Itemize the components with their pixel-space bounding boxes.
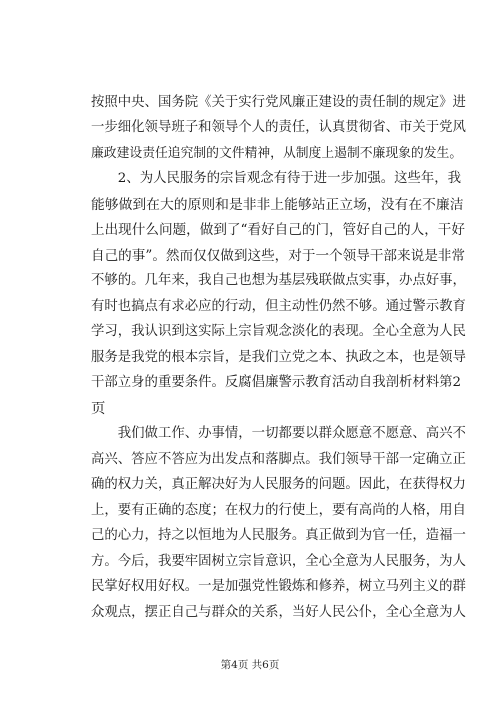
text-line: 按照中央、国务院《关于实行党风廉正建设的责任制的规定》进 (91, 95, 466, 110)
text-line: 能够做到在大的原则和是非非上能够站正立场，没有在不廉洁 (91, 197, 464, 213)
text-line: 我们做工作、办事情，一切都要以群众愿意不愿意、高兴不 (91, 426, 466, 441)
text-line: 一步细化领导班子和领导个人的责任，认真贯彻省、市关于党风 (91, 120, 466, 135)
text-line: 廉政建设责任追究制的文件精神，从制度上遏制不廉现象的发生。 (91, 146, 463, 161)
text-line: 页 (91, 401, 106, 417)
text-line: 有时也搞点有求必应的行动，但主动性仍然不够。通过警示教育 (91, 299, 466, 314)
text-line: 方。今后，我要牢固树立宗旨意识，全心全意为人民服务，为人 (91, 554, 466, 569)
text-line: 己的心力，持之以恒地为人民服务。真正做到为官一任，造福一 (91, 528, 466, 543)
text-line: 上出现什么问题，做到了“看好自己的门，管好自己的人，干好 (91, 222, 465, 238)
text-line: 高兴、答应不答应为出发点和落脚点。我们领导干部一定确立正 (91, 452, 466, 467)
text-line: 2、为人民服务的宗旨观念有待于进一步加强。这些年，我 (91, 171, 462, 186)
text-line: 确的权力关，真正解决好为人民服务的问题。因此，在获得权力 (91, 477, 466, 492)
text-line: 众观点，摆正自己与群众的关系，当好人民公仆，全心全意为人 (91, 605, 466, 620)
text-line: 上，要有正确的态度；在权力的行使上，要有高尚的人格，用自 (91, 503, 466, 518)
text-line: 服务是我党的根本宗旨，是我们立党之本、执政之本，也是领导 (91, 350, 466, 365)
text-line: 学习，我认识到这实际上宗旨观念淡化的表现。全心全意为人民 (91, 324, 466, 339)
text-line: 干部立身的重要条件。反腐倡廉警示教育活动自我剖析材料第2 (91, 375, 462, 390)
text-line: 民掌好权用好权。一是加强党性锻炼和修养，树立马列主义的群 (91, 579, 466, 594)
page-number-footer: 第4页 共6页 (220, 659, 280, 671)
text-line: 不够的。几年来，我自己也想为基层残联做点实事，办点好事， (91, 273, 466, 288)
text-line: 自己的事”。然而仅仅做到这些，对于一个领导干部来说是非常 (91, 248, 465, 264)
